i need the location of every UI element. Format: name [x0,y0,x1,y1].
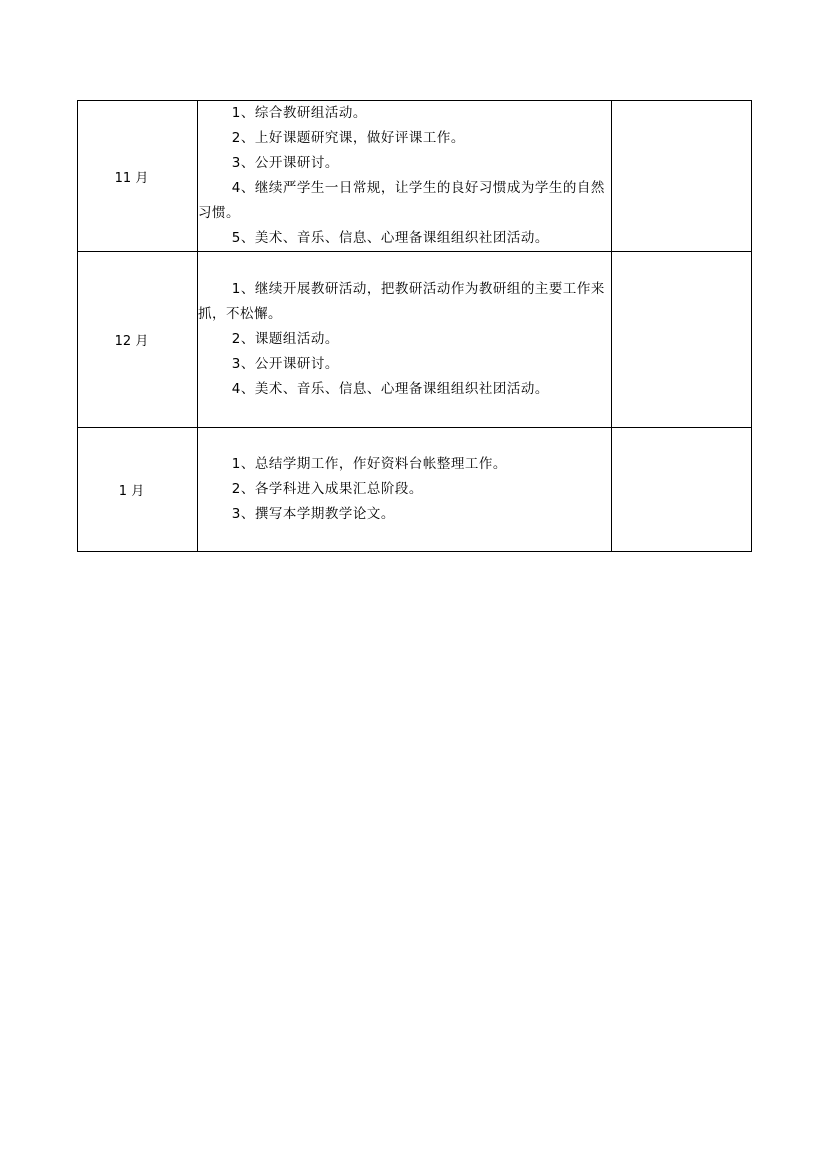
list-item: 1、综合教研组活动。 [231,105,367,121]
table-row [78,252,752,428]
list-item: 2、各学科进入成果汇总阶段。 [231,481,423,497]
note-cell [612,428,752,552]
list-item: 2、上好课题研究课，做好评课工作。 [231,130,465,146]
month-label: 1 月 [118,484,145,499]
list-item: 1、总结学期工作，作好资料台帐整理工作。 [231,456,507,472]
list-item: 4、美术、音乐、信息、心理备课组组织社团活动。 [231,381,549,397]
content-cell [198,101,612,252]
list-item: 3、公开课研讨。 [231,356,339,372]
content-cell [198,252,612,428]
month-cell [78,252,198,428]
month-cell [78,101,198,252]
list-item: 3、撰写本学期教学论文。 [231,506,395,522]
note-cell [612,252,752,428]
list-item: 5、美术、音乐、信息、心理备课组组织社团活动。 [231,230,549,246]
list-item: 1、继续开展教研活动，把教研活动作为教研组的主要工作来抓，不松懈。 [198,281,605,322]
list-item: 2、课题组活动。 [231,331,339,347]
month-label: 11 月 [114,170,149,186]
list-item: 3、公开课研讨。 [231,155,339,171]
month-label: 12 月 [114,334,149,349]
schedule-table [77,100,752,552]
list-item: 4、继续严学生一日常规，让学生的良好习惯成为学生的自然习惯。 [198,180,605,221]
content-cell [198,428,612,552]
month-cell [78,428,198,552]
table-row [78,428,752,552]
table-row [78,101,752,252]
note-cell [612,101,752,252]
